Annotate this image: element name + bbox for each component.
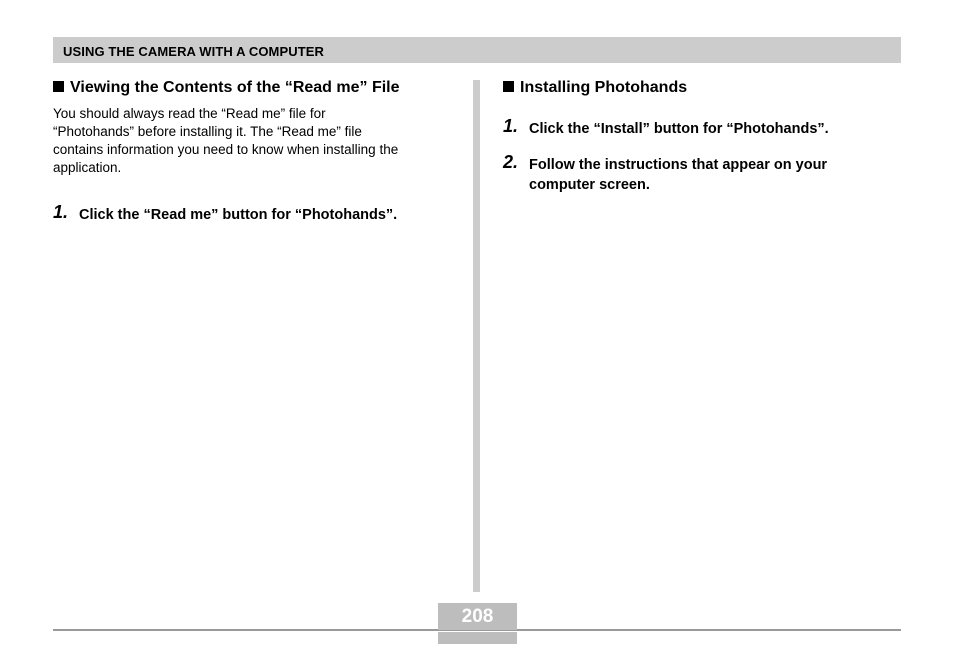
step-text: Click the “Install” button for “Photohands”. — [529, 121, 829, 137]
step-item — [53, 202, 453, 225]
step-text-line: computer screen. — [529, 177, 650, 193]
section-heading-installing — [503, 78, 903, 97]
step-text: Click the “Read me” button for “Photohands”. — [79, 207, 398, 223]
black-square-bullet-icon — [503, 81, 514, 92]
step-number: 1. — [53, 202, 69, 222]
step-item — [503, 116, 903, 139]
section-heading-text: Viewing the Contents of the “Read me” File — [70, 79, 400, 96]
page-number: 208 — [461, 606, 494, 627]
paragraph-line: application. — [53, 160, 122, 175]
page-number-tab — [438, 632, 517, 644]
step-text-line: Follow the instructions that appear on your — [529, 157, 828, 173]
page-number-box — [438, 603, 517, 644]
section-heading-text: Installing Photohands — [520, 79, 688, 96]
paragraph-line: You should always read the “Read me” file for — [53, 106, 326, 121]
step-number: 2. — [503, 152, 519, 172]
step-number: 1. — [503, 116, 519, 136]
black-square-bullet-icon — [53, 81, 64, 92]
header-bar — [53, 37, 901, 63]
page-section-title: USING THE CAMERA WITH A COMPUTER — [63, 44, 325, 59]
right-column — [503, 78, 903, 195]
paragraph-line: “Photohands” before installing it. The “Read me” file — [53, 124, 362, 139]
column-divider — [473, 80, 480, 592]
section-heading-read-me — [53, 78, 453, 97]
left-column — [53, 78, 453, 225]
read-me-paragraph — [53, 105, 453, 177]
paragraph-line: contains information you need to know when installing the — [53, 142, 399, 157]
step-item — [503, 152, 903, 195]
